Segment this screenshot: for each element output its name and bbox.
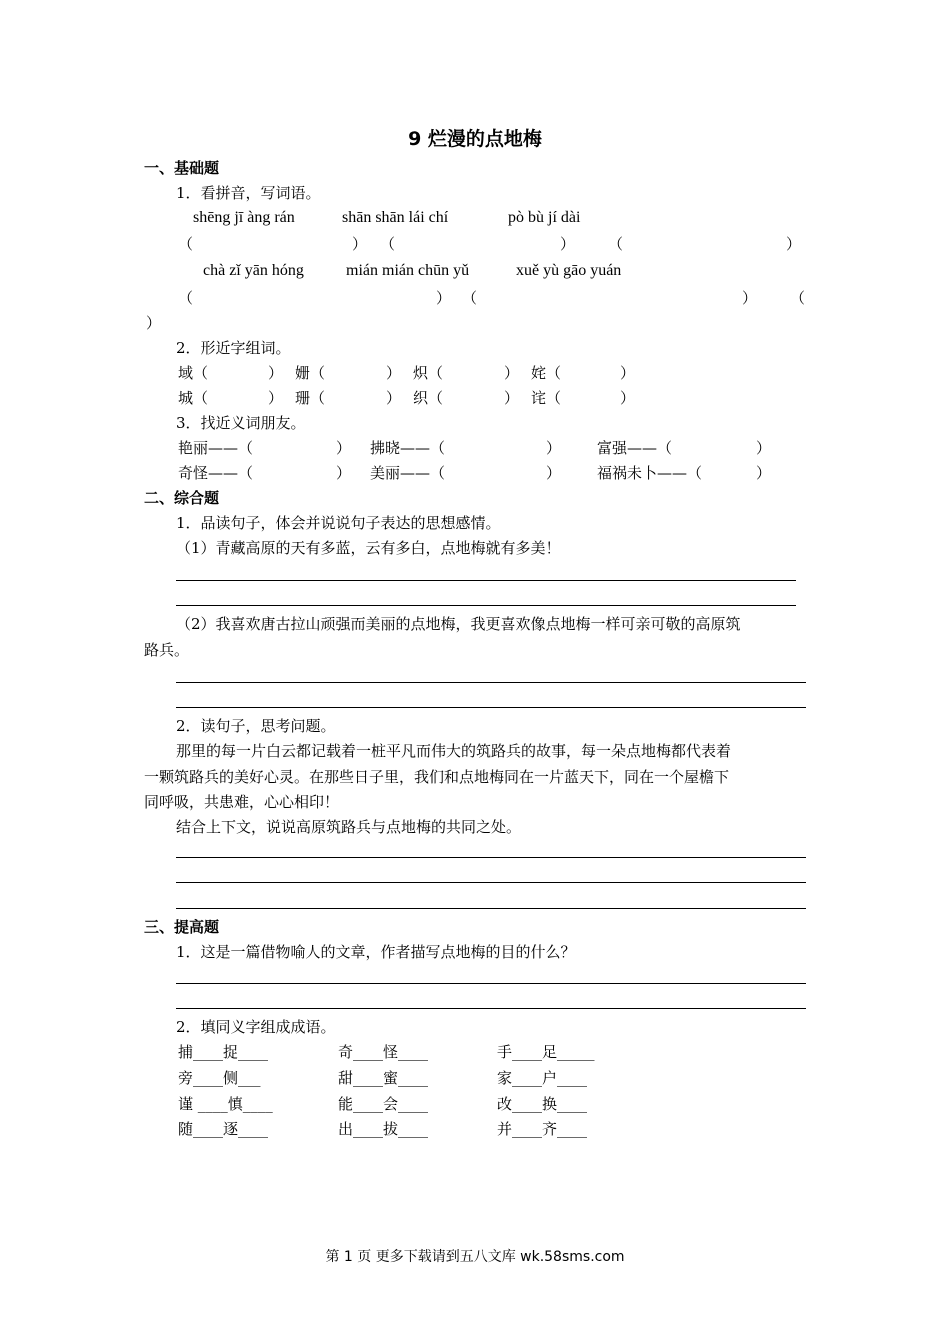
paren-open: （ <box>608 235 624 253</box>
paren-close: ） <box>504 364 520 382</box>
paren-close: ） <box>386 389 402 407</box>
t1-heading: 1．这是一篇借物喻人的文章，作者描写点地梅的目的什么？ <box>176 943 576 961</box>
answer-line <box>176 707 806 708</box>
idiom-blank: 家____户____ <box>497 1069 588 1087</box>
idiom-blank: 并____齐____ <box>497 1120 588 1138</box>
idiom-blank: 随____逐____ <box>178 1120 269 1138</box>
paren-close: ） <box>352 235 368 253</box>
paren-close: ） <box>620 364 636 382</box>
q3-word: 奇怪——（ <box>178 464 254 482</box>
answer-line <box>176 605 796 606</box>
answer-line <box>176 682 806 683</box>
pinyin-2: shān shān lái chí <box>342 209 449 226</box>
answer-line <box>176 1008 806 1009</box>
q2-char: 姹（ <box>531 364 562 382</box>
section-heading-basic: 一、基础题 <box>144 159 220 177</box>
c1-heading: 1．品读句子，体会并说说句子表达的思想感情。 <box>176 514 501 532</box>
paren-open: （ <box>178 235 194 253</box>
paren-open: （ <box>790 289 806 307</box>
paren-close: ） <box>620 389 636 407</box>
paren-close: ） <box>336 439 352 457</box>
c2-question: 结合上下文，说说高原筑路兵与点地梅的共同之处。 <box>176 818 522 836</box>
q2-char: 诧（ <box>531 389 562 407</box>
paren-close: ） <box>386 364 402 382</box>
q1-heading: 1．看拼音，写词语。 <box>176 184 321 202</box>
c1-sub2-line1: （2）我喜欢唐古拉山顽强而美丽的点地梅，我更喜欢像点地梅一样可亲可敬的高原筑 <box>176 615 741 633</box>
c1-sub2-line2: 路兵。 <box>144 641 190 659</box>
answer-line <box>176 983 806 984</box>
q2-char: 织（ <box>413 389 444 407</box>
t2-heading: 2．填同义字组成成语。 <box>176 1018 336 1036</box>
pinyin-4: chà zǐ yān hóng <box>203 262 304 279</box>
idiom-blank: 谨 ____慎____ <box>178 1095 273 1113</box>
idiom-blank: 奇____怪____ <box>338 1043 429 1061</box>
q2-char: 城（ <box>178 389 209 407</box>
paren-open: （ <box>462 289 478 307</box>
paren-close: ） <box>504 389 520 407</box>
idiom-blank: 旁____侧___ <box>178 1069 261 1087</box>
c2-para-line2: 一颗筑路兵的美好心灵。在那些日子里，我们和点地梅同在一片蓝天下，同在一个屋檐下 <box>144 768 730 786</box>
q3-heading: 3．找近义词朋友。 <box>176 414 306 432</box>
q2-heading: 2．形近字组词。 <box>176 339 291 357</box>
pinyin-1: shēng jī àng rán <box>193 209 295 226</box>
paren-close: ） <box>546 464 562 482</box>
pinyin-5: mián mián chūn yǔ <box>346 262 470 279</box>
paren-close: ） <box>268 389 284 407</box>
idiom-blank: 改____换____ <box>497 1095 588 1113</box>
page-title: 9 烂漫的点地梅 <box>408 128 542 150</box>
q2-char: 域（ <box>178 364 209 382</box>
paren-open: （ <box>178 289 194 307</box>
q2-char: 姗（ <box>295 364 326 382</box>
q3-word: 福祸未卜——（ <box>597 464 703 482</box>
q2-char: 炽（ <box>413 364 444 382</box>
paren-close: ） <box>756 464 772 482</box>
page-footer: 第 1 页 更多下载请到五八文库 wk.58sms.com <box>325 1249 625 1265</box>
idiom-blank: 手____足_____ <box>497 1043 595 1061</box>
q3-word: 拂晓——（ <box>370 439 446 457</box>
c1-sub1: （1）青藏高原的天有多蓝，云有多白，点地梅就有多美！ <box>176 539 561 557</box>
paren-close: ） <box>146 314 162 332</box>
paren-close: ） <box>546 439 562 457</box>
paren-close: ） <box>436 289 452 307</box>
c2-para-line3: 同呼吸，共患难，心心相印！ <box>144 793 340 811</box>
q3-word: 富强——（ <box>597 439 673 457</box>
section-heading-comprehensive: 二、综合题 <box>144 489 220 507</box>
answer-line <box>176 882 806 883</box>
q2-char: 珊（ <box>295 389 326 407</box>
idiom-blank: 甜____蜜____ <box>338 1069 429 1087</box>
idiom-blank: 捕____捉____ <box>178 1043 269 1061</box>
answer-line <box>176 908 806 909</box>
section-heading-advanced: 三、提高题 <box>144 918 220 936</box>
paren-close: ） <box>742 289 758 307</box>
c2-heading: 2．读句子，思考问题。 <box>176 717 336 735</box>
paren-close: ） <box>560 235 576 253</box>
idiom-blank: 出____拔____ <box>338 1120 429 1138</box>
idiom-blank: 能____会____ <box>338 1095 429 1113</box>
paren-close: ） <box>786 235 802 253</box>
paren-close: ） <box>336 464 352 482</box>
pinyin-3: pò bù jí dài <box>508 209 581 226</box>
q3-word: 艳丽——（ <box>178 439 254 457</box>
answer-line <box>176 857 806 858</box>
paren-close: ） <box>756 439 772 457</box>
c2-para-line1: 那里的每一片白云都记载着一桩平凡而伟大的筑路兵的故事，每一朵点地梅都代表着 <box>176 742 732 760</box>
pinyin-6: xuě yù gāo yuán <box>516 262 622 279</box>
paren-open: （ <box>380 235 396 253</box>
answer-line <box>176 580 796 581</box>
q3-word: 美丽——（ <box>370 464 446 482</box>
paren-close: ） <box>268 364 284 382</box>
